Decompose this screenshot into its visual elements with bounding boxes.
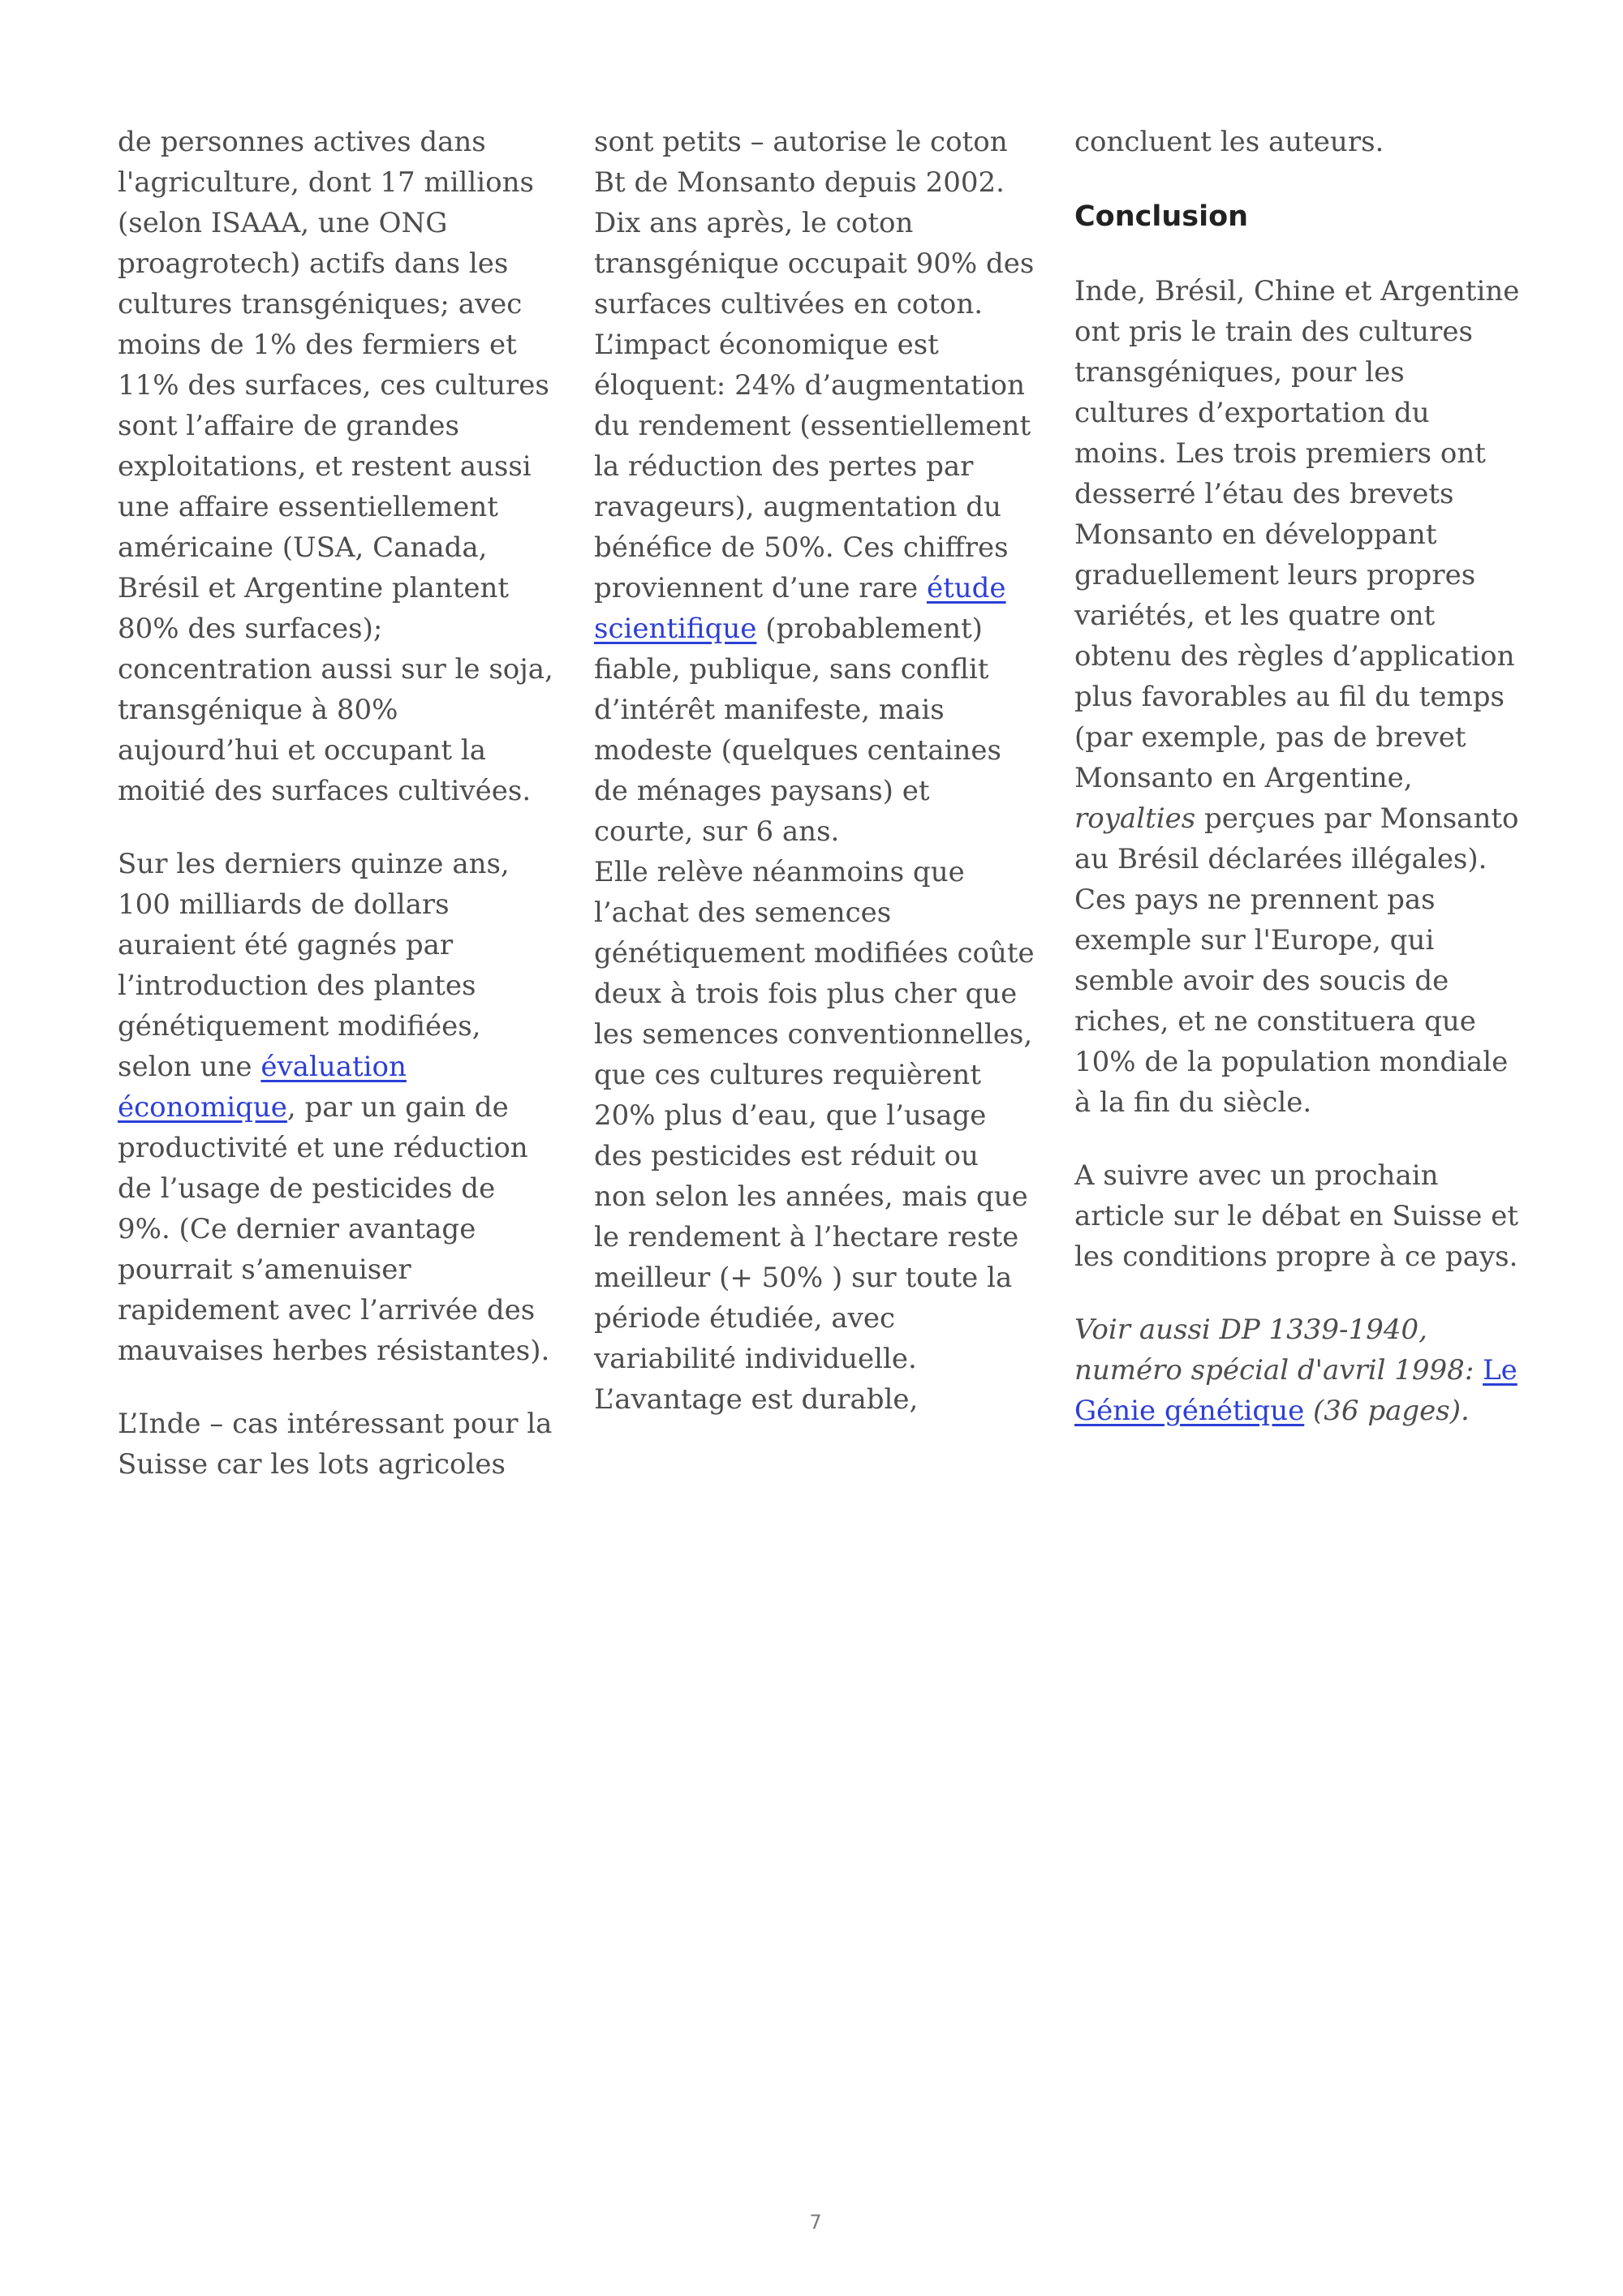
paragraph-text: (probablement) fiable, publique, sans conflit d’intérêt manifeste, mais modeste (quelques centaines de ménages paysans) et courte, sur 6 ans. [594,613,1001,848]
text-column-2 [594,122,1036,1420]
scientific-study-link[interactable]: étude scientifique [594,572,1006,645]
paragraph-text: Sur les derniers quinze ans, 100 milliards de dollars auraient été gagnés par l’introduction des plantes génétiquement modifiées, selon une [118,848,510,1083]
paragraph-text: perçues par Monsanto au Brésil déclarées illégales). Ces pays ne prennent pas exemple sur l'Europe, qui semble avoir des soucis de riches, et ne constituera que 10% de la population mondiale à la fin du siècle. [1074,802,1519,1119]
paragraph [594,122,1036,852]
see-also-note [1074,1309,1521,1431]
paragraph: concluent les auteurs. [1074,126,1384,158]
economic-evaluation-link[interactable]: évaluation économique [118,1051,407,1124]
text-column-1 [118,122,556,1517]
paragraph: A suivre avec un prochain article sur le débat en Suisse et les conditions propre à ce pays. [1074,1159,1519,1273]
paragraph: Elle relève néanmoins que l’achat des semences génétiquement modifiées coûte deux à trois fois plus cher que les semences conventionnelles, que ces cultures requièrent 20% plus d’eau, que l’usage des pesticides est réduit ou non selon les années, mais que le rendement à l’hectare reste meilleur (+ 50% ) sur toute la période étudiée, avec variabilité individuelle. [594,856,1035,1375]
italic-note: (36 pages). [1304,1395,1470,1427]
page-number: 7 [809,2211,822,2234]
paragraph-text: Inde, Brésil, Chine et Argentine ont pris le train des cultures transgéniques, pour les cultures d’exportation du moins. Les trois premiers ont desserré l’étau des brevets Monsanto en développant graduellement leurs propres variétés, et les quatre ont obtenu des règles d’application plus favorables au fil du temps (par exemple, pas de brevet Monsanto en Argentine, [1074,275,1520,794]
section-heading: Conclusion [1074,200,1249,233]
paragraph [118,844,556,1371]
italic-note: Voir aussi DP 1339-1940, numéro spécial d'avril 1998: [1074,1314,1483,1387]
genie-genetique-link[interactable]: Le Génie génétique [1074,1354,1518,1427]
text-column-3 [1074,122,1521,1464]
paragraph: L’Inde – cas intéressant pour la Suisse car les lots agricoles [118,1408,553,1481]
paragraph [1074,271,1521,1123]
paragraph-text: , par un gain de productivité et une réduction de l’usage de pesticides de 9%. (Ce dernier avantage pourrait s’amenuiser rapidement avec l’arrivée des mauvaises herbes résistantes). [118,1091,550,1367]
paragraph: de personnes actives dans l'agriculture, dont 17 millions (selon ISAAA, une ONG proagrotech) actifs dans les cultures transgéniques; avec moins de 1% des fermiers et 11% des surfaces, ces cultures sont l’affaire de grandes exploitations, et restent aussi une affaire essentiellement américaine (USA, Canada, Brésil et Argentine plantent 80% des surfaces); concentration aussi sur le soja, transgénique à 80% aujourd’hui et occupant la moitié des surfaces cultivées. [118,126,553,807]
paragraph-text: sont petits – autorise le coton Bt de Monsanto depuis 2002. Dix ans après, le coton transgénique occupait 90% des surfaces cultivées en coton. L’impact économique est éloquent: 24% d’augmentation du rendement (essentiellement la réduction des pertes par ravageurs), augmentation du bénéfice de 50%. Ces chiffres proviennent d’une rare [594,126,1035,604]
italic-term: royalties [1074,802,1196,835]
paragraph: L’avantage est durable, [594,1383,919,1416]
